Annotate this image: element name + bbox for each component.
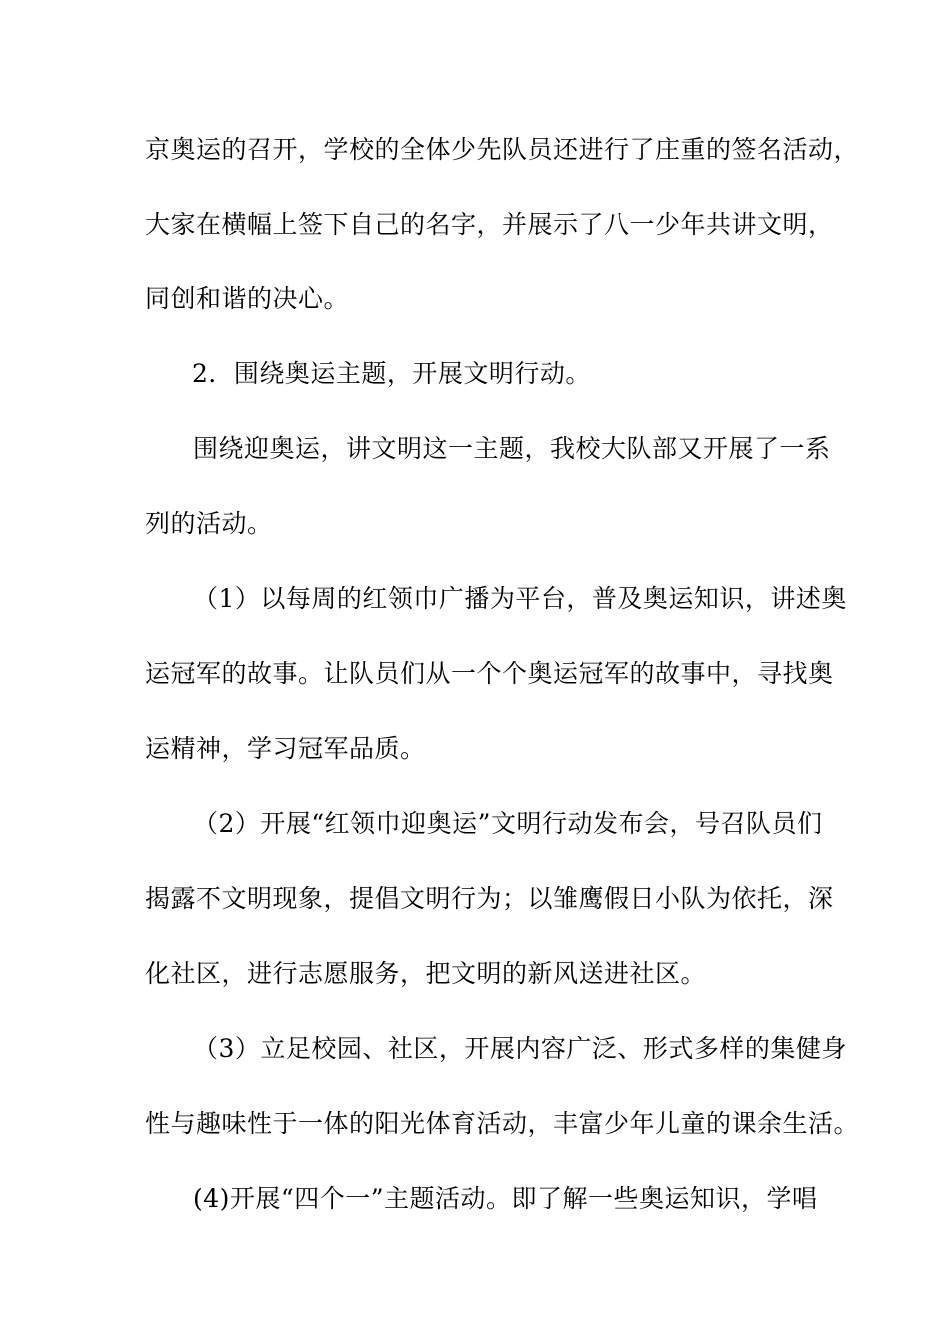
text-line: 大家在横幅上签下自己的名字，并展示了八一少年共讲文明， [145,210,834,239]
paragraph-line: 围绕迎奥运，讲文明这一主题，我校大队部又开展了一系 [193,434,831,463]
text-line: 运精神，学习冠军品质。 [145,734,426,763]
text-line: 揭露不文明现象，提倡文明行为；以雏鹰假日小队为依托，深 [145,884,834,913]
text-line: 同创和谐的决心。 [145,284,350,313]
list-item-3: （3）立足校园、社区，开展内容广泛、形式多样的集健身 [193,1034,847,1063]
list-item-4: (4)开展“四个一”主题活动。即了解一些奥运知识，学唱 [193,1184,818,1213]
list-item-2: （2）开展“红领巾迎奥运”文明行动发布会，号召队员们 [193,809,823,838]
list-item-1: （1）以每周的红领巾广播为平台，普及奥运知识，讲述奥 [193,584,847,613]
text-line: 运冠军的故事。让队员们从一个个奥运冠军的故事中，寻找奥 [145,659,834,688]
text-line: 性与趣味性于一体的阳光体育活动，丰富少年儿童的课余生活。 [145,1109,860,1138]
text-line: 列的活动。 [145,509,273,538]
text-line: 京奥运的召开，学校的全体少先队员还进行了庄重的签名活动， [145,135,860,164]
section-heading: 2．围绕奥运主题，开展文明行动。 [192,359,591,388]
text-line: 化社区，进行志愿服务，把文明的新风送进社区。 [145,959,707,988]
